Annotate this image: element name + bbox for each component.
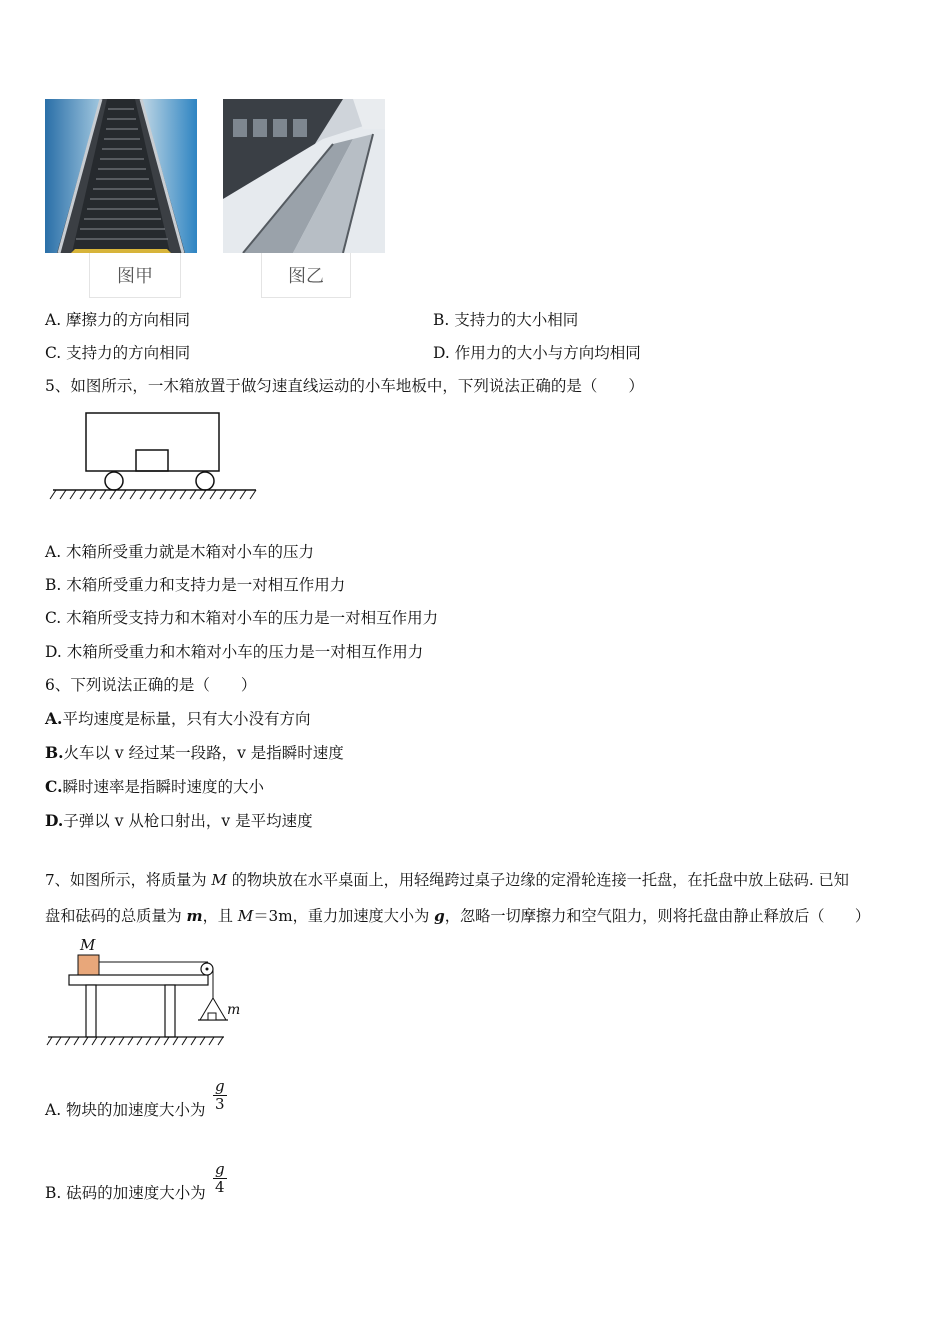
q7-stem-line1 <box>45 870 849 890</box>
caption-a-text: 图甲 <box>117 266 153 287</box>
q7-l1-M: M <box>211 871 227 889</box>
escalator-photo-a <box>45 99 197 253</box>
walkway-photo-b <box>223 99 385 253</box>
q6-option-b-letter: B. <box>45 743 64 762</box>
label-M: M <box>80 936 96 954</box>
caption-b-text: 图乙 <box>288 266 324 287</box>
q4-option-c: C. 支持力的方向相同 <box>45 344 191 362</box>
q7-l2-d: ，忽略一切摩擦力和空气阻力，则将托盘由静止释放后（ ） <box>444 907 871 925</box>
q6-option-c <box>45 777 264 797</box>
q7-option-a: A. 物块的加速度大小为 <box>45 1101 206 1119</box>
q5-option-c: C. 木箱所受支持力和木箱对小车的压力是一对相互作用力 <box>45 609 439 627</box>
q7-l2-a: 盘和砝码的总质量为 <box>45 907 187 925</box>
pulley-diagram <box>44 936 244 1048</box>
q7-l2-M: M <box>237 907 254 925</box>
q6-option-a-text: 平均速度是标量，只有大小没有方向 <box>62 710 311 728</box>
q6-option-d-text: 子弹以 v 从枪口射出，v 是平均速度 <box>63 812 313 830</box>
q7-stem-line2 <box>45 906 870 926</box>
q7-option-b-fraction <box>213 1161 227 1196</box>
q7-option-b: B. 砝码的加速度大小为 <box>45 1184 206 1202</box>
q5-option-d: D. 木箱所受重力和木箱对小车的压力是一对相互作用力 <box>45 643 424 661</box>
q6-option-b-text: 火车以 v 经过某一段路，v 是指瞬时速度 <box>63 744 344 762</box>
q5-option-a: A. 木箱所受重力就是木箱对小车的压力 <box>45 543 315 561</box>
frac-a-numerator: g <box>215 1077 225 1095</box>
q7-l2-m: m <box>186 907 203 925</box>
q7-l2-c: ＝3m，重力加速度大小为 <box>253 907 435 925</box>
q6-option-b <box>45 743 344 763</box>
frac-b-numerator: g <box>215 1160 225 1178</box>
q7-l1-b: 的物块放在水平桌面上，用轻绳跨过桌子边缘的定滑轮连接一托盘，在托盘中放上砝码. 已知 <box>226 871 849 889</box>
figure-caption-a <box>89 253 181 298</box>
q6-option-c-letter: C. <box>45 777 63 796</box>
q6-stem: 6、下列说法正确的是（ ） <box>45 676 257 694</box>
frac-a-denominator: 3 <box>215 1095 225 1113</box>
q6-option-d <box>45 811 313 831</box>
q4-option-b: B. 支持力的大小相同 <box>433 311 579 329</box>
q6-option-c-text: 瞬时速率是指瞬时速度的大小 <box>62 778 264 796</box>
q6-option-a <box>45 709 310 729</box>
q7-option-a-fraction <box>213 1078 227 1113</box>
q6-option-d-letter: D. <box>45 811 64 830</box>
q6-option-a-letter: A. <box>45 709 63 728</box>
cart-diagram <box>48 410 260 502</box>
q7-l2-b: ，且 <box>202 907 238 925</box>
q7-l1-a: 7、如图所示，将质量为 <box>45 871 212 889</box>
label-m: m <box>227 1002 241 1018</box>
q5-option-b: B. 木箱所受重力和支持力是一对相互作用力 <box>45 576 346 594</box>
frac-b-denominator: 4 <box>215 1178 225 1196</box>
q5-stem: 5、如图所示，一木箱放置于做匀速直线运动的小车地板中，下列说法正确的是（ ） <box>45 377 644 395</box>
q4-option-d: D. 作用力的大小与方向均相同 <box>433 344 641 362</box>
figure-caption-b <box>261 253 351 298</box>
q7-l2-g: g <box>434 907 445 925</box>
q4-option-a: A. 摩擦力的方向相同 <box>45 311 191 329</box>
